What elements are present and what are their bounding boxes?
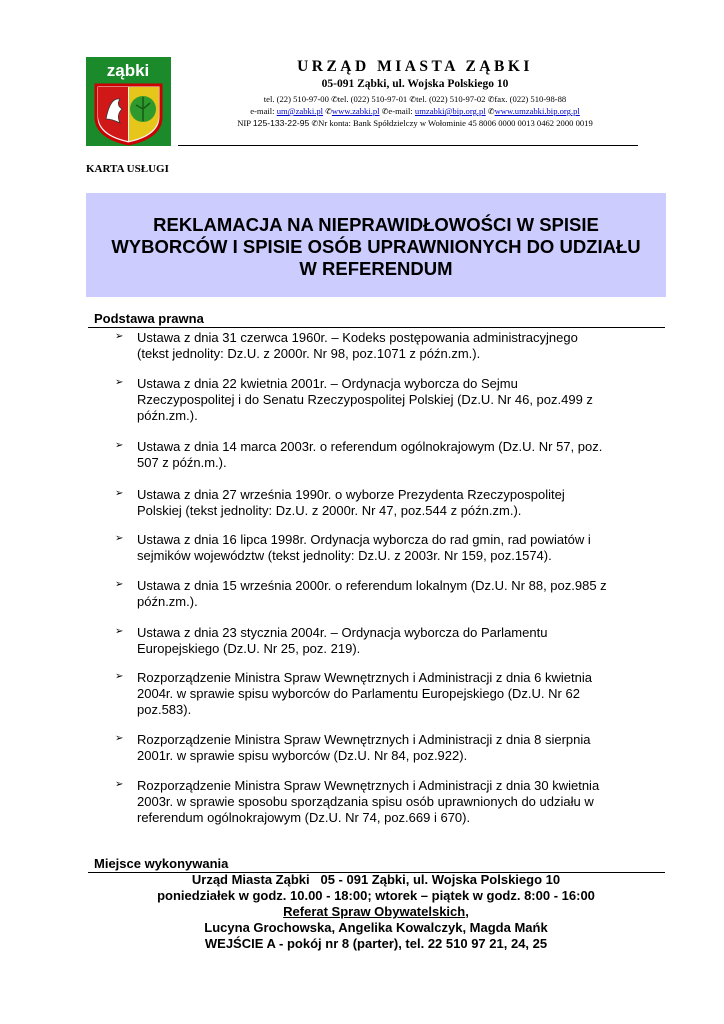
- email2-label: e-mail:: [388, 106, 413, 116]
- document-type: KARTA USŁUGI: [86, 163, 169, 175]
- department-suffix: ,: [465, 904, 469, 919]
- account-icon: ✆: [311, 119, 319, 128]
- place-heading: Miejsce wykonywania: [94, 856, 229, 871]
- org-title: URZĄD MIASTA ZĄBKI: [297, 58, 533, 75]
- header-divider: [178, 145, 638, 146]
- city-crest-logo: [86, 57, 171, 146]
- nip-number: 125-133-22-95: [252, 118, 310, 128]
- list-item-text: Ustawa z dnia 31 czerwca 1960r. – Kodeks postępowania administracyjnego (tekst jednolity: Dz.U. z 2000r. Nr 98, poz.1071 z późn.zm.).: [137, 330, 578, 361]
- www2-link[interactable]: www.umzabki.bip.org.pl: [494, 106, 580, 116]
- list-item-text: Ustawa z dnia 16 lipca 1998r. Ordynacja wyborcza do rad gmin, rad powiatów i sejmików województw (tekst jednolity: Dz.U. z 2003r. Nr 159, poz.1574).: [137, 532, 591, 563]
- nip-label: NIP: [237, 118, 251, 128]
- opening-hours: poniedziałek w godz. 10.00 - 18:00; wtorek – piątek w godz. 8:00 - 16:00: [157, 888, 595, 903]
- list-item-text: Ustawa z dnia 23 stycznia 2004r. – Ordynacja wyborcza do Parlamentu Europejskiego (Dz.U. Nr 25, poz. 219).: [137, 625, 548, 656]
- department-link[interactable]: Referat Spraw Obywatelskich: [283, 904, 466, 919]
- arrow-bullet-icon: ➢: [115, 533, 124, 544]
- phone-2: tel. (022) 510-97-01: [337, 94, 408, 104]
- arrow-bullet-icon: ➢: [115, 579, 124, 590]
- contact-web: [180, 106, 650, 116]
- arrow-bullet-icon: ➢: [115, 779, 124, 790]
- phone-icon: ✆: [409, 95, 417, 104]
- contact-phones: [180, 94, 650, 104]
- email-label: e-mail:: [250, 106, 275, 116]
- list-item-text: Ustawa z dnia 22 kwietnia 2001r. – Ordynacja wyborcza do Sejmu Rzeczypospolitej i do Senatu Rzeczypospolitej Polskiej (Dz.U. Nr 46, poz.499 z późn.zm.).: [137, 376, 593, 423]
- department-line: [86, 904, 666, 920]
- arrow-bullet-icon: ➢: [115, 733, 124, 744]
- list-item-text: Ustawa z dnia 15 września 2000r. o referendum lokalnym (Dz.U. Nr 88, poz.985 z późn.zm.).: [137, 578, 607, 609]
- arrow-bullet-icon: ➢: [115, 377, 124, 388]
- email-icon: ✆: [381, 107, 389, 116]
- arrow-bullet-icon: ➢: [115, 331, 124, 342]
- list-item-text: Rozporządzenie Ministra Spraw Wewnętrznych i Administracji z dnia 30 kwietnia 2003r. w sprawie sposobu sporządzania spisu osób uprawnionych do udziału w referendum ogólnokrajowym (Dz.U. Nr 74, poz.669 i 670).: [137, 778, 600, 825]
- fax-icon: ✆: [487, 95, 495, 104]
- web-icon: ✆: [487, 107, 495, 116]
- phone-1: tel. (22) 510-97-00: [263, 94, 329, 104]
- office-address: Urząd Miasta Ząbki 05 - 091 Ząbki, ul. Wojska Polskiego 10: [191, 872, 561, 887]
- list-item-text: Ustawa z dnia 14 marca 2003r. o referendum ogólnokrajowym (Dz.U. Nr 57, poz. 507 z późn.m.).: [137, 439, 603, 470]
- title-banner: [86, 193, 666, 297]
- list-item-text: Rozporządzenie Ministra Spraw Wewnętrznych i Administracji z dnia 6 kwietnia 2004r. w sprawie spisu wyborców do Parlamentu Europejskiego (Dz.U. Nr 62 poz.583).: [137, 670, 592, 717]
- phone-3: tel. (022) 510-97-02: [416, 94, 486, 104]
- arrow-bullet-icon: ➢: [115, 488, 124, 499]
- bank-account: Nr konta: Bank Spółdzielczy w Wołominie 45 8006 0000 0013 0462 2000 0019: [318, 118, 593, 128]
- arrow-bullet-icon: ➢: [115, 440, 124, 451]
- page-title: REKLAMACJA NA NIEPRAWIDŁOWOŚCI W SPISIE WYBORCÓW I SPISIE OSÓB UPRAWNIONYCH DO UDZIAŁU W REFERENDUM: [111, 214, 641, 279]
- arrow-bullet-icon: ➢: [115, 626, 124, 637]
- fax-number: fax. (022) 510-98-88: [494, 94, 567, 104]
- arrow-bullet-icon: ➢: [115, 671, 124, 682]
- section-divider: [88, 327, 665, 328]
- email-link[interactable]: um@zabki.pl: [276, 106, 324, 116]
- list-item-text: Rozporządzenie Ministra Spraw Wewnętrznych i Administracji z dnia 8 sierpnia 2001r. w sprawie spisu wyborców (Dz.U. Nr 84, poz.922).: [137, 732, 591, 763]
- room-phone: WEJŚCIE A - pokój nr 8 (parter), tel. 22 510 97 21, 24, 25: [204, 936, 548, 951]
- org-address: 05-091 Ząbki, ul. Wojska Polskiego 10: [321, 78, 509, 90]
- web-icon: ✆: [325, 107, 332, 116]
- logo-lettering: ząbki: [106, 61, 150, 80]
- legal-basis-heading: Podstawa prawna: [94, 311, 204, 326]
- www-link[interactable]: www.zabki.pl: [331, 106, 380, 116]
- phone-icon: ✆: [331, 95, 338, 104]
- list-item-text: Ustawa z dnia 27 września 1990r. o wyborze Prezydenta Rzeczypospolitej Polskiej (tekst jednolity: Dz.U. z 2000r. Nr 47, poz.544 z późn.zm.).: [137, 487, 565, 518]
- place-details: [86, 872, 666, 952]
- staff-names: Lucyna Grochowska, Angelika Kowalczyk, Magda Mańk: [204, 920, 548, 935]
- contact-nip: [180, 118, 650, 128]
- email2-link[interactable]: umzabki@bip.org.pl: [414, 106, 486, 116]
